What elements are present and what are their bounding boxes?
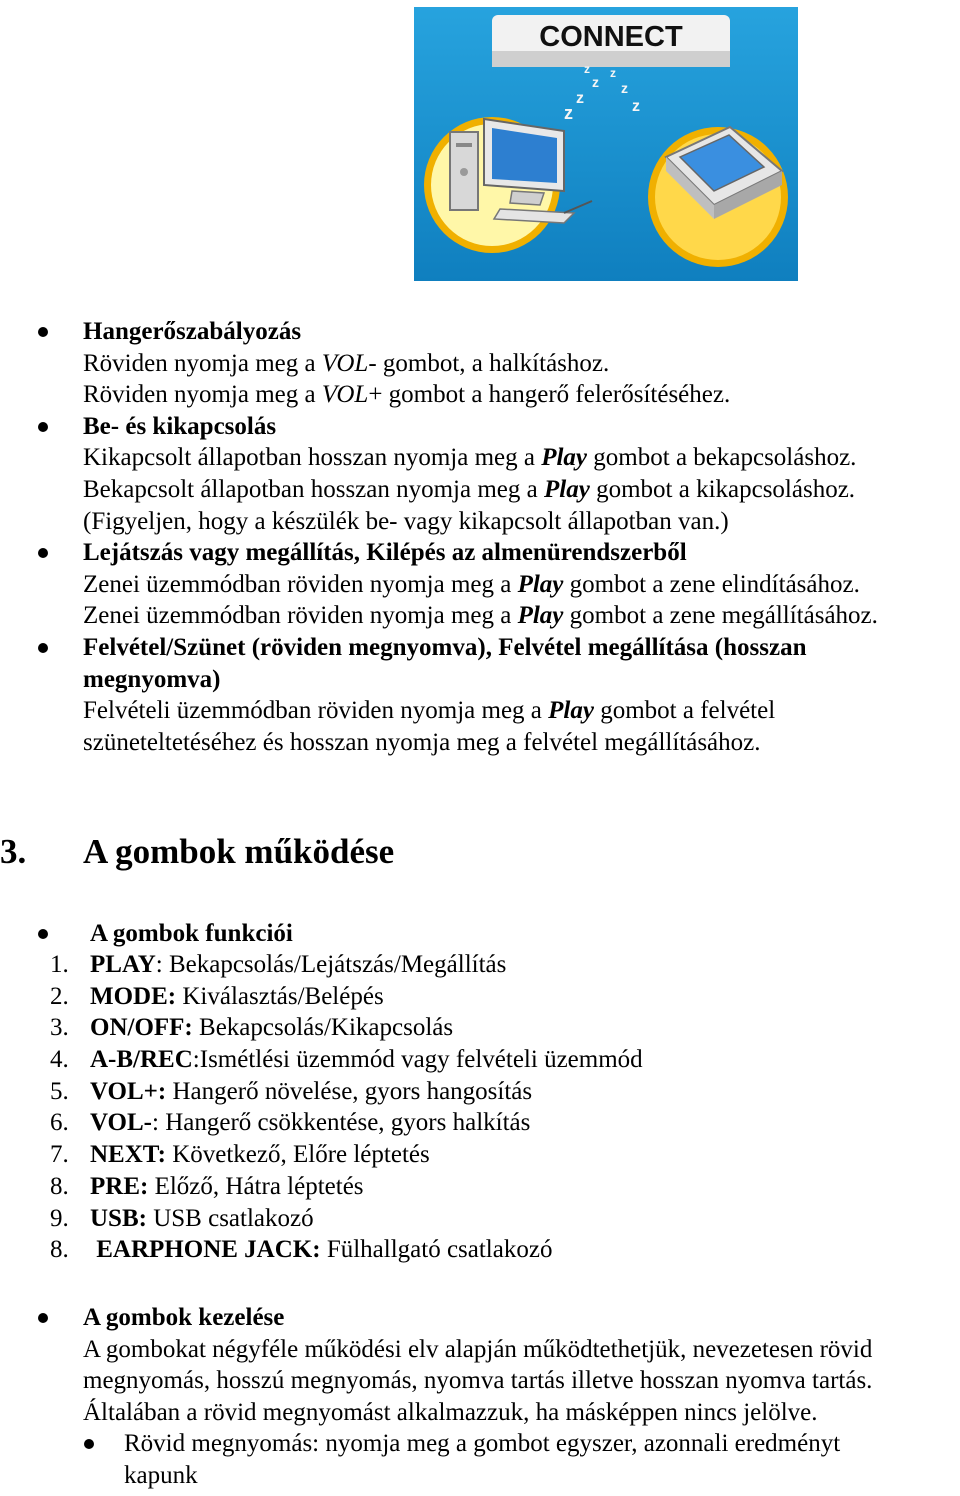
functions-heading: A gombok funkciói xyxy=(90,920,293,947)
bullet-icon xyxy=(84,1439,94,1449)
list-item: 7. NEXT: Következő, Előre léptetés xyxy=(50,1141,430,1169)
handling-line: Általában a rövid megnyomást alkalmazzuk, ha másképpen nincs jelölve. xyxy=(83,1398,818,1426)
handling-item xyxy=(0,1302,960,1428)
item-line: Zenei üzemmódban röviden nyomja meg a Play gombot a zene megállításához. xyxy=(83,602,878,630)
list-item: 8. EARPHONE JACK: Fülhallgató csatlakozó xyxy=(50,1236,553,1264)
list-item: 1. PLAY: Bekapcsolás/Lejátszás/Megállítás xyxy=(50,951,507,978)
z-letter: z xyxy=(621,80,628,96)
handling-block xyxy=(0,1302,960,1492)
list-item: 2. MODE: Kiválasztás/Belépés xyxy=(50,982,384,1010)
z-letter: z xyxy=(592,74,599,90)
z-letter: z xyxy=(564,103,573,123)
handling-line: megnyomás, hosszú megnyomás, nyomva tartás illetve hosszan nyomva tartás. xyxy=(83,1367,873,1395)
z-letter: z xyxy=(576,90,584,107)
list-item-volume xyxy=(0,316,960,411)
handling-line: A gombokat négyféle működési elv alapján működtethetjük, nevezetesen rövid xyxy=(83,1335,873,1363)
bullet-icon xyxy=(38,548,48,558)
list-item: 9. USB: USB csatlakozó xyxy=(50,1204,314,1232)
bullet-icon xyxy=(38,327,48,337)
controls-list xyxy=(0,316,960,758)
item-line: Zenei üzemmódban röviden nyomja meg a Play gombot a zene elindításához. xyxy=(83,570,860,598)
item-title: Felvétel/Szünet (röviden megnyomva), Felvétel megállítása (hosszan xyxy=(83,633,807,661)
z-letter: z xyxy=(610,66,616,80)
functions-heading-item xyxy=(0,918,960,950)
item-line: Röviden nyomja meg a VOL- gombot, a halkításhoz. xyxy=(83,349,610,377)
handling-heading: A gombok kezelése xyxy=(83,1304,285,1331)
functions-list xyxy=(0,949,960,1266)
item-title: Be- és kikapcsolás xyxy=(83,412,277,440)
item-line: szüneteltetéséhez és hosszan nyomja meg a felvétel megállításához. xyxy=(83,728,761,756)
list-item: 3. ON/OFF: Bekapcsolás/Kikapcsolás xyxy=(50,1014,454,1042)
connect-illustration xyxy=(414,7,798,281)
list-item-playback xyxy=(0,537,960,632)
list-item: 8. PRE: Előző, Hátra léptetés xyxy=(50,1172,364,1200)
handling-sub-line: kapunk xyxy=(124,1461,198,1489)
item-line: Röviden nyomja meg a VOL+ gombot a hangerő felerősítéséhez. xyxy=(83,381,731,409)
list-item-recording xyxy=(0,632,960,758)
section-title: A gombok működése xyxy=(83,832,395,871)
bullet-icon xyxy=(38,643,48,653)
item-line: Felvételi üzemmódban röviden nyomja meg a Play gombot a felvétel xyxy=(83,697,776,725)
item-title: Hangerőszabályozás xyxy=(83,318,302,345)
handling-sub-item xyxy=(0,1428,960,1491)
bullet-icon xyxy=(38,929,48,939)
item-line: (Figyeljen, hogy a készülék be- vagy kikapcsolt állapotban van.) xyxy=(83,507,729,535)
item-title: Lejátszás vagy megállítás, Kilépés az almenürendszerből xyxy=(83,539,687,567)
item-line: Kikapcsolt állapotban hosszan nyomja meg a Play gombot a bekapcsoláshoz. xyxy=(83,444,857,472)
item-line: Bekapcsolt állapotban hosszan nyomja meg a Play gombot a kikapcsoláshoz. xyxy=(83,475,856,503)
item-title: megnyomva) xyxy=(83,665,221,693)
connect-title: CONNECT xyxy=(539,21,683,53)
functions-block xyxy=(0,918,960,950)
list-item: 5. VOL+: Hangerő növelése, gyors hangosítás xyxy=(50,1077,533,1105)
section-number: 3. xyxy=(0,832,27,871)
bullet-icon xyxy=(38,422,48,432)
list-item: 4. A-B/REC:Ismétlési üzemmód vagy felvételi üzemmód xyxy=(50,1046,643,1074)
z-letter: z xyxy=(584,62,590,76)
z-letter: z xyxy=(632,98,640,115)
list-item-power xyxy=(0,411,960,537)
handling-sub-line: Rövid megnyomás: nyomja meg a gombot egyszer, azonnali eredményt xyxy=(124,1430,841,1458)
bullet-icon xyxy=(38,1313,48,1323)
list-item: 6. VOL-: Hangerő csökkentése, gyors halkítás xyxy=(50,1109,531,1137)
